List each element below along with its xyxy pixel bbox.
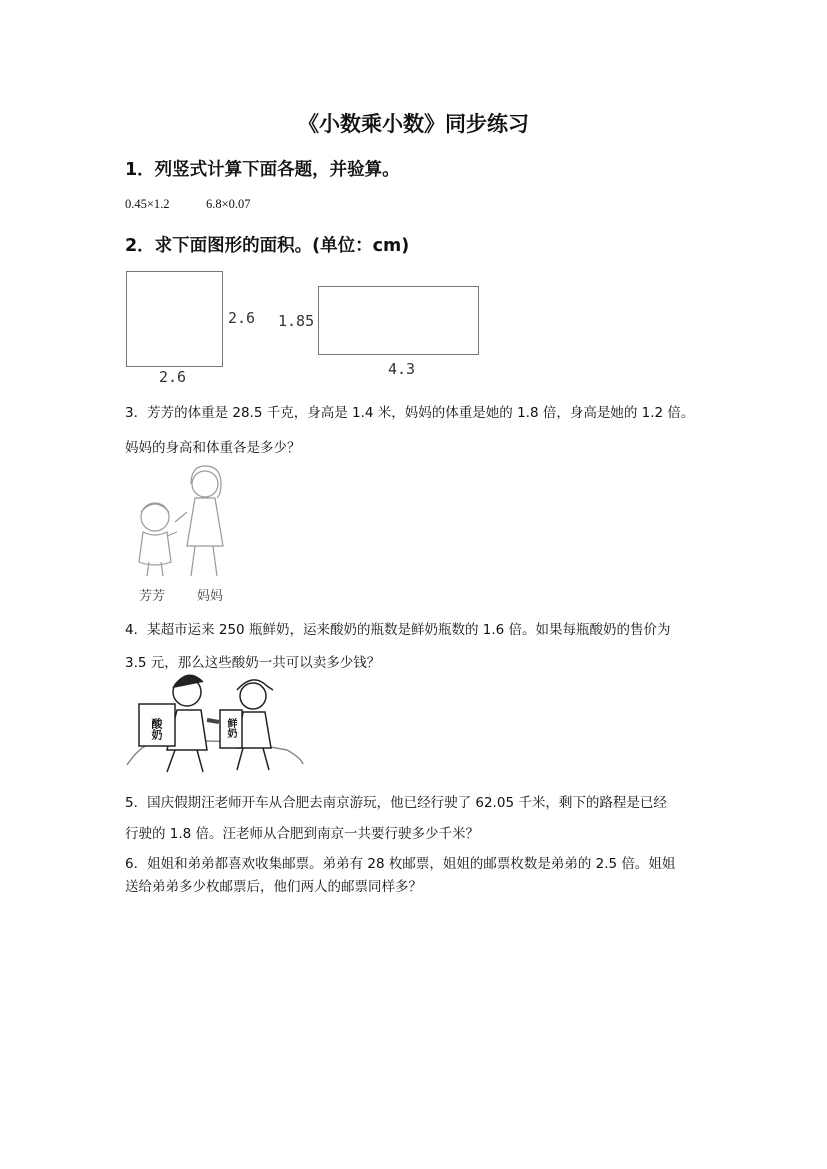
q4-line-2: 3.5 元，那么这些酸奶一共可以卖多少钱？ [125,655,381,671]
q5-line-1: 5．国庆假期汪老师开车从合肥去南京游玩，他已经行驶了 62.05 千米，剩下的路程是已经 [125,795,667,811]
q3-line-1: 3．芳芳的体重是 28.5 千克，身高是 1.4 米，妈妈的体重是她的 1.8 倍，身高是她的 1.2 倍。 [125,405,695,421]
q6-line-2: 送给弟弟多少枚邮票后，他们两人的邮票同样多？ [125,879,422,895]
girl-label: 芳芳 [139,589,166,604]
mother-label: 妈妈 [197,589,224,604]
page-title: 《小数乘小数》同步练习 [298,112,529,136]
square-figure [126,271,223,367]
q1-heading: 1．列竖式计算下面各题，并验算。 [125,160,400,180]
square-side-right-label: 2.6 [228,309,256,327]
rect-width-label: 4.3 [388,360,416,378]
q2-heading: 2．求下面图形的面积。(单位：cm) [125,236,410,256]
box-yogurt-label: 酸奶 [150,718,163,740]
mother-dress [187,498,223,546]
square-side-bottom-label: 2.6 [159,368,187,386]
q1-expression-1: 0.45×1.2 [125,197,170,211]
q6-line-1: 6．姐姐和弟弟都喜欢收集邮票。弟弟有 28 枚邮票，姐姐的邮票枚数是弟弟的 2.5 倍。姐姐 [125,856,676,872]
mother-head [192,471,218,497]
q1-expression-2: 6.8×0.07 [206,197,251,211]
rectangle-figure [318,286,479,355]
q3-line-2: 妈妈的身高和体重各是多少？ [125,440,301,456]
girl-and-mother-illustration [125,462,245,582]
box-fresh-milk-label: 鲜奶 [225,718,236,738]
q5-line-2: 行驶的 1.8 倍。汪老师从合肥到南京一共要行驶多少千米？ [125,826,480,842]
girl-dress [139,532,171,565]
rect-height-label: 1.85 [278,312,315,330]
q4-line-1: 4．某超市运来 250 瓶鲜奶，运来酸奶的瓶数是鲜奶瓶数的 1.6 倍。如果每瓶酸奶的售价为 [125,622,671,638]
